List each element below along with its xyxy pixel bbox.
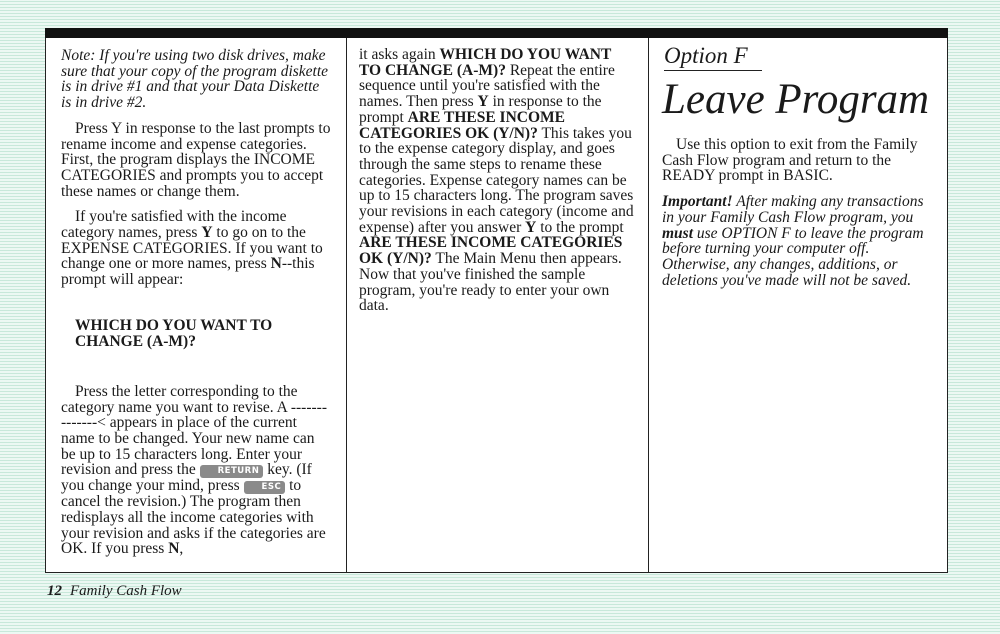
footer-title: Family Cash Flow bbox=[70, 583, 182, 599]
return-key-icon: RETURN bbox=[200, 465, 264, 478]
column-3 bbox=[649, 38, 949, 572]
option-label: Option F bbox=[664, 44, 762, 71]
page-footer bbox=[47, 583, 182, 600]
paragraph-important: Important! After making any transactions in your Family Cash Flow program, you must use OPTION F to leave the program before turning your computer off. Otherwise, any changes, additions, or deletions you've made will not be saved. bbox=[662, 193, 924, 289]
page-number: 12 bbox=[47, 583, 62, 599]
paragraph-satisfied: If you're satisfied with the income category names, press Y to go on to the EXPENSE CATEGORIES. If you want to change one or more names, press N--this prompt will appear: bbox=[61, 208, 323, 289]
column-2 bbox=[347, 38, 649, 572]
esc-key-icon: ESC bbox=[244, 481, 286, 494]
section-title: Leave Program bbox=[662, 76, 930, 123]
paragraph-exit: Use this option to exit from the Family Cash Flow program and return to the READY prompt in BASIC. bbox=[662, 136, 918, 185]
page-frame bbox=[45, 38, 948, 573]
top-rule bbox=[45, 28, 948, 38]
paragraph-rename: Press Y in response to the last prompts to rename income and expense categories. First, the program displays the INCOME CATEGORIES and prompts you to accept these names or change them. bbox=[61, 119, 331, 200]
prompt-which-change: WHICH DO YOU WANT TO CHANGE (A-M)? bbox=[75, 316, 273, 350]
paragraph-press-letter: Press the letter corresponding to the category name you want to revise. A --------------< appears in place of the current name to be changed. Your new name can be up to 15 characters long. Enter your revision and press the RETURN key. (If you change your mind, press ESC to cancel the revision.) The program then redisplays all the income categories with your revision and asks if the categories are OK. If you press N, bbox=[61, 382, 327, 558]
paragraph-continued: it asks again WHICH DO YOU WANT TO CHANGE (A-M)? Repeat the entire sequence until you're satisfied with the names. Then press Y in response to the prompt ARE THESE INCOME CATEGORIES OK (Y/N)? This takes you to the expense category display, and goes through the same steps to rename these categories. Expense category names can be up to 15 characters long. The program saves your revisions in each category (income and expense) after you answer Y to the prompt ARE THESE INCOME CATEGORIES OK (Y/N)? The Main Menu then appears. Now that you've finished the sample program, you're ready to enter your own data. bbox=[359, 46, 634, 315]
column-1 bbox=[46, 38, 347, 572]
note-paragraph: Note: If you're using two disk drives, make sure that your copy of the program diskette is in drive #1 and that your Data Diskette is in drive #2. bbox=[61, 47, 329, 112]
